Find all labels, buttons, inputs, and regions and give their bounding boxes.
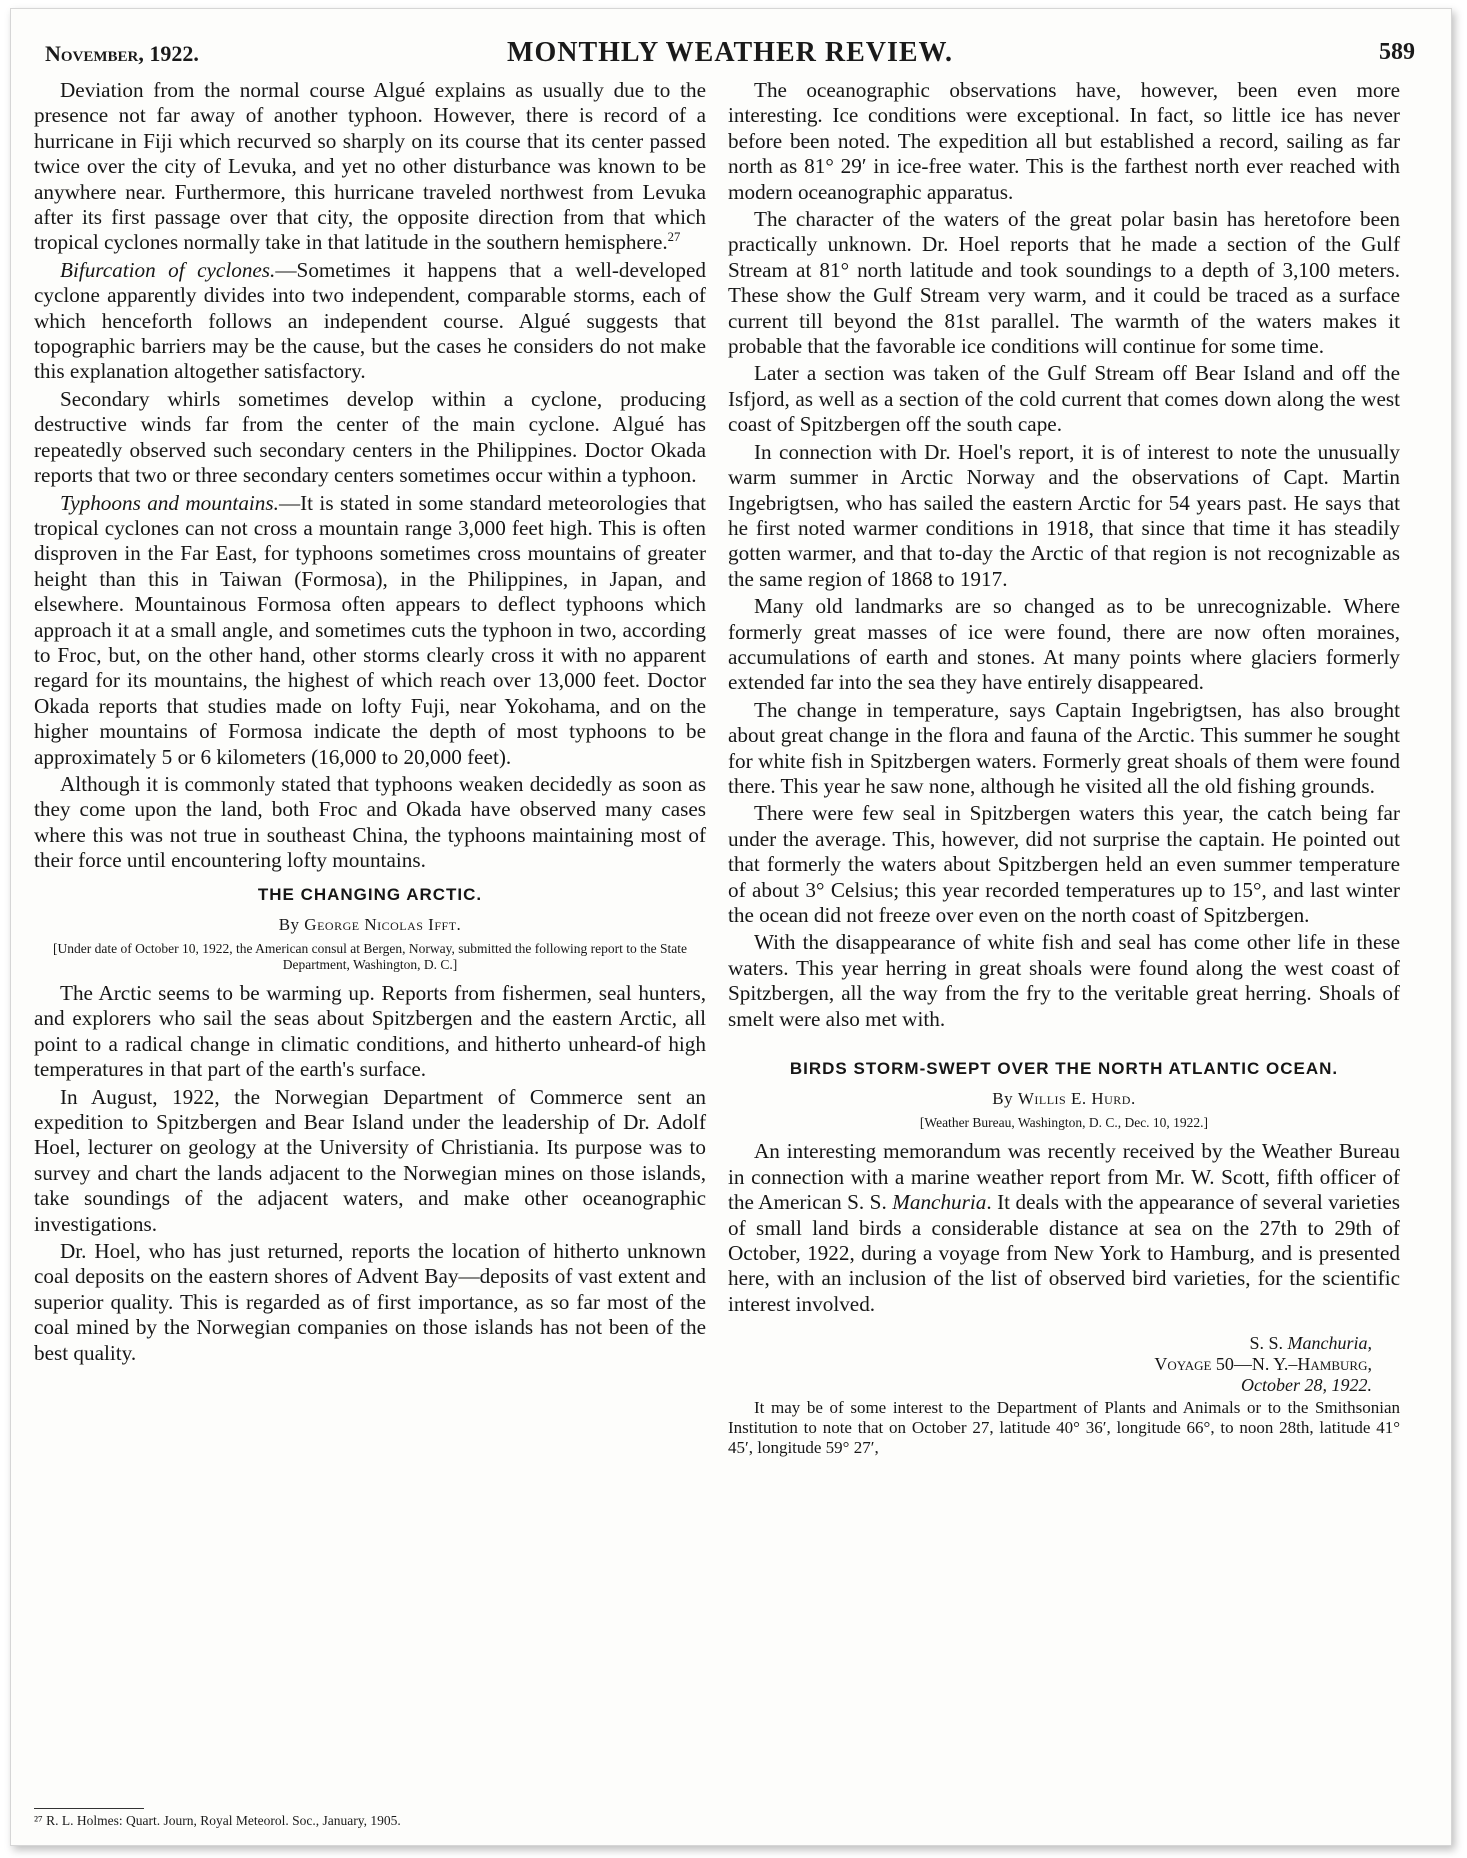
paragraph: Dr. Hoel, who has just returned, reports the location of hitherto unknown coal deposits on the eastern shores of Advent Bay—deposits of vast extent and superior quality. This is regarded as of first importance, as so far most of the coal mined by the Norwegian companies on those islands has not been of the best quality. <box>34 1239 706 1365</box>
paragraph: It may be of some interest to the Department of Plants and Animals or to the Smithsonian Institution to note that on October 27, latitude 40° 36′, longitude 66°, to noon 28th, latitude 41° 45′, longitude 59° 27′, <box>728 1398 1400 1458</box>
signature-ship <box>728 1333 1372 1354</box>
section-title-arctic: THE CHANGING ARCTIC. <box>257 884 483 904</box>
signature-block <box>728 1333 1372 1396</box>
byline-author: Willis E. Hurd. <box>1017 1089 1136 1109</box>
header-date: November, 1922. <box>45 41 199 66</box>
running-head <box>45 33 1415 73</box>
paragraph: There were few seal in Spitzbergen waters this year, the catch being far under the average. This, however, did not surprise the captain. He pointed out that formerly the waters about Spitzbergen held an even summer temperature of about 3° Celsius; this year recorded temperatures up to 15°, and last winter the ocean did not freeze over even on the north coast of Spitzbergen. <box>728 801 1400 927</box>
paragraph-lead: Bifurcation of cyclones. <box>60 257 276 282</box>
journal-title: MONTHLY WEATHER REVIEW. <box>507 37 953 68</box>
signature-voyage: Voyage 50—N. Y.–Hamburg, <box>1154 1354 1372 1375</box>
paragraph: The change in temperature, says Captain Ingebrigtsen, has also brought about great change in the flora and fauna of the Arctic. This summer he sought for white fish in Spitzbergen waters. Formerly great shoals of them were found there. This year he saw none, although he visited all the old fishing grounds. <box>728 697 1400 798</box>
byline-prefix: By <box>278 914 305 934</box>
left-column <box>34 78 706 1368</box>
paragraph: In August, 1922, the Norwegian Department of Commerce sent an expedition to Spitzbergen and Bear Island under the leadership of Dr. Adolf Hoel, lecturer on geology at the University of Christiania. Its purpose was to survey and chart the lands adjacent to the Norwegian mines on those islands, take soundings of the adjacent waters, and make other oceanographic investigations. <box>34 1084 706 1236</box>
signature-ship-name: Manchuria, <box>1287 1333 1372 1354</box>
paragraph-text: —Sometimes it happens that a well-developed cyclone apparently divides into two independent, comparable storms, each of which henceforth follows an independent course. Algué suggests that topographic barriers may be the cause, but the cases he considers do not make this explanation altogether satisfactory. <box>34 257 706 384</box>
footnote-rule <box>34 1808 144 1809</box>
paragraph <box>34 491 706 770</box>
byline <box>728 1086 1400 1111</box>
footnote: ²⁷ R. L. Holmes: Quart. Journ, Royal Meteorol. Soc., January, 1905. <box>34 1813 401 1828</box>
byline-author: George Nicolas Ifft. <box>304 914 462 934</box>
footnote-ref: 27 <box>667 230 681 245</box>
paragraph-text: Deviation from the normal course Algué explains as usually due to the presence not far away of another typhoon. However, there is record of a hurricane in Fiji which recurved so sharply on its course that its center passed twice over the city of Levuka, and yet no other disturbance was known to be anywhere near. Furthermore, this hurricane traveled northwest from Levuka after its first passage over that city, the opposite direction from that which tropical cyclones normally take in that latitude in the southern hemisphere. <box>34 78 706 255</box>
paragraph: The oceanographic observations have, however, been even more interesting. Ice conditions were exceptional. In fact, so little ice has never before been noted. The expedition all but established a record, sailing as far north as 81° 29′ in ice-free water. This is the farthest north ever reached with modern oceanographic apparatus. <box>728 78 1400 204</box>
ship-name: Manchuria <box>892 1190 987 1215</box>
paragraph: With the disappearance of white fish and seal has come other life in these waters. This year herring in great shoals were found along the west coast of Spitzbergen, all the way from the fry to the veritable great herring. Shoals of smelt were also met with. <box>728 930 1400 1031</box>
paragraph-text: An interesting memorandum was recently received by the Weather Bureau in connection with a marine weather report from Mr. W. Scott, fifth officer of the American S. S. <box>728 1139 1400 1215</box>
paragraph: Later a section was taken of the Gulf Stream off Bear Island and off the Isfjord, as well as a section of the cold current that comes down along the west coast of Spitzbergen off the south cape. <box>728 361 1400 437</box>
paragraph <box>34 258 706 385</box>
paragraph: In connection with Dr. Hoel's report, it is of interest to note the unusually warm summer in Arctic Norway and the observations of Capt. Martin Ingebrigtsen, who has sailed the eastern Arctic for 54 years past. He says that he first noted warmer conditions in 1918, that since that time it has steadily gotten warmer, and that to-day the Arctic of that region is not recognizable as the same region of 1868 to 1917. <box>728 439 1400 591</box>
paragraph: Secondary whirls sometimes develop within a cyclone, producing destructive winds far from the center of the main cyclone. Algué has repeatedly observed such secondary centers in the Philippines. Doctor Okada reports that two or three secondary centers sometimes occur within a typhoon. <box>34 386 706 488</box>
paragraph: The Arctic seems to be warming up. Reports from fishermen, seal hunters, and explorers who sail the seas about Spitzbergen and the eastern Arctic, all point to a radical change in climatic conditions, and hitherto unheard-of high temperatures in that part of the earth's surface. <box>34 981 706 1082</box>
byline <box>34 912 706 937</box>
paragraph <box>34 78 706 256</box>
paragraph-text: . It deals with the appearance of several varieties of small land birds a considerable distance at sea on the 27th to 29th of October, 1922, during a voyage from New York to Hamburg, and is presented here, with an inclusion of the list of observed bird varieties, for the scientific interest involved. <box>728 1190 1400 1316</box>
paragraph: Although it is commonly stated that typhoons weaken decidedly as soon as they come upon the land, both Froc and Okada have observed many cases where this was not true in southeast China, the typhoons maintaining most of their force until encountering lofty mountains. <box>34 771 706 873</box>
editor-note: [Under date of October 10, 1922, the American consul at Bergen, Norway, submitted the following report to the State Department, Washington, D. C.] <box>53 941 687 972</box>
section-title-birds: BIRDS STORM-SWEPT OVER THE NORTH ATLANTIC OCEAN. <box>789 1059 1339 1079</box>
paragraph-text: —It is stated in some standard meteorologies that tropical cyclones can not cross a mountain range 3,000 feet high. This is often disproven in the Far East, for typhoons sometimes cross mountains of greater height than this in Taiwan (Formosa), in the Philippines, in Japan, and elsewhere. Mountainous Formosa often appears to deflect typhoons which approach it at a small angle, and sometimes cuts the typhoon in two, according to Froc, but, on the other hand, other storms clearly cross it with no apparent regard for its mountains, the highest of which reach over 13,000 feet. Doctor Okada reports that studies made on lofty Fuji, near Yokohama, and on the higher mountains of Formosa indicate the depth of most typhoons to be approximately 5 or 6 kilometers (16,000 to 20,000 feet). <box>34 490 706 769</box>
editor-note: [Weather Bureau, Washington, D. C., Dec. 10, 1922.] <box>919 1115 1209 1131</box>
signature-ship-prefix: S. S. <box>1249 1333 1288 1354</box>
paragraph: The character of the waters of the great polar basin has heretofore been practically unknown. Dr. Hoel reports that he made a section of the Gulf Stream at 81° north latitude and took soundings to a depth of 3,100 meters. These show the Gulf Stream very warm, and it could be traced as a surface current till beyond the 81st parallel. The warmth of the waters makes it probable that the favorable ice conditions will continue for some time. <box>728 207 1400 359</box>
paragraph: Many old landmarks are so changed as to be unrecognizable. Where formerly great masses of ice were found, there are now often moraines, accumulations of earth and stones. At many points where glaciers formerly extended far into the sea they have entirely disappeared. <box>728 594 1400 695</box>
right-column <box>728 78 1400 1460</box>
page-number: 589 <box>1379 39 1415 65</box>
paragraph <box>728 1139 1400 1317</box>
paragraph-lead: Typhoons and mountains. <box>60 490 279 515</box>
byline-prefix: By <box>992 1089 1018 1109</box>
signature-date: October 28, 1922. <box>1241 1375 1372 1396</box>
